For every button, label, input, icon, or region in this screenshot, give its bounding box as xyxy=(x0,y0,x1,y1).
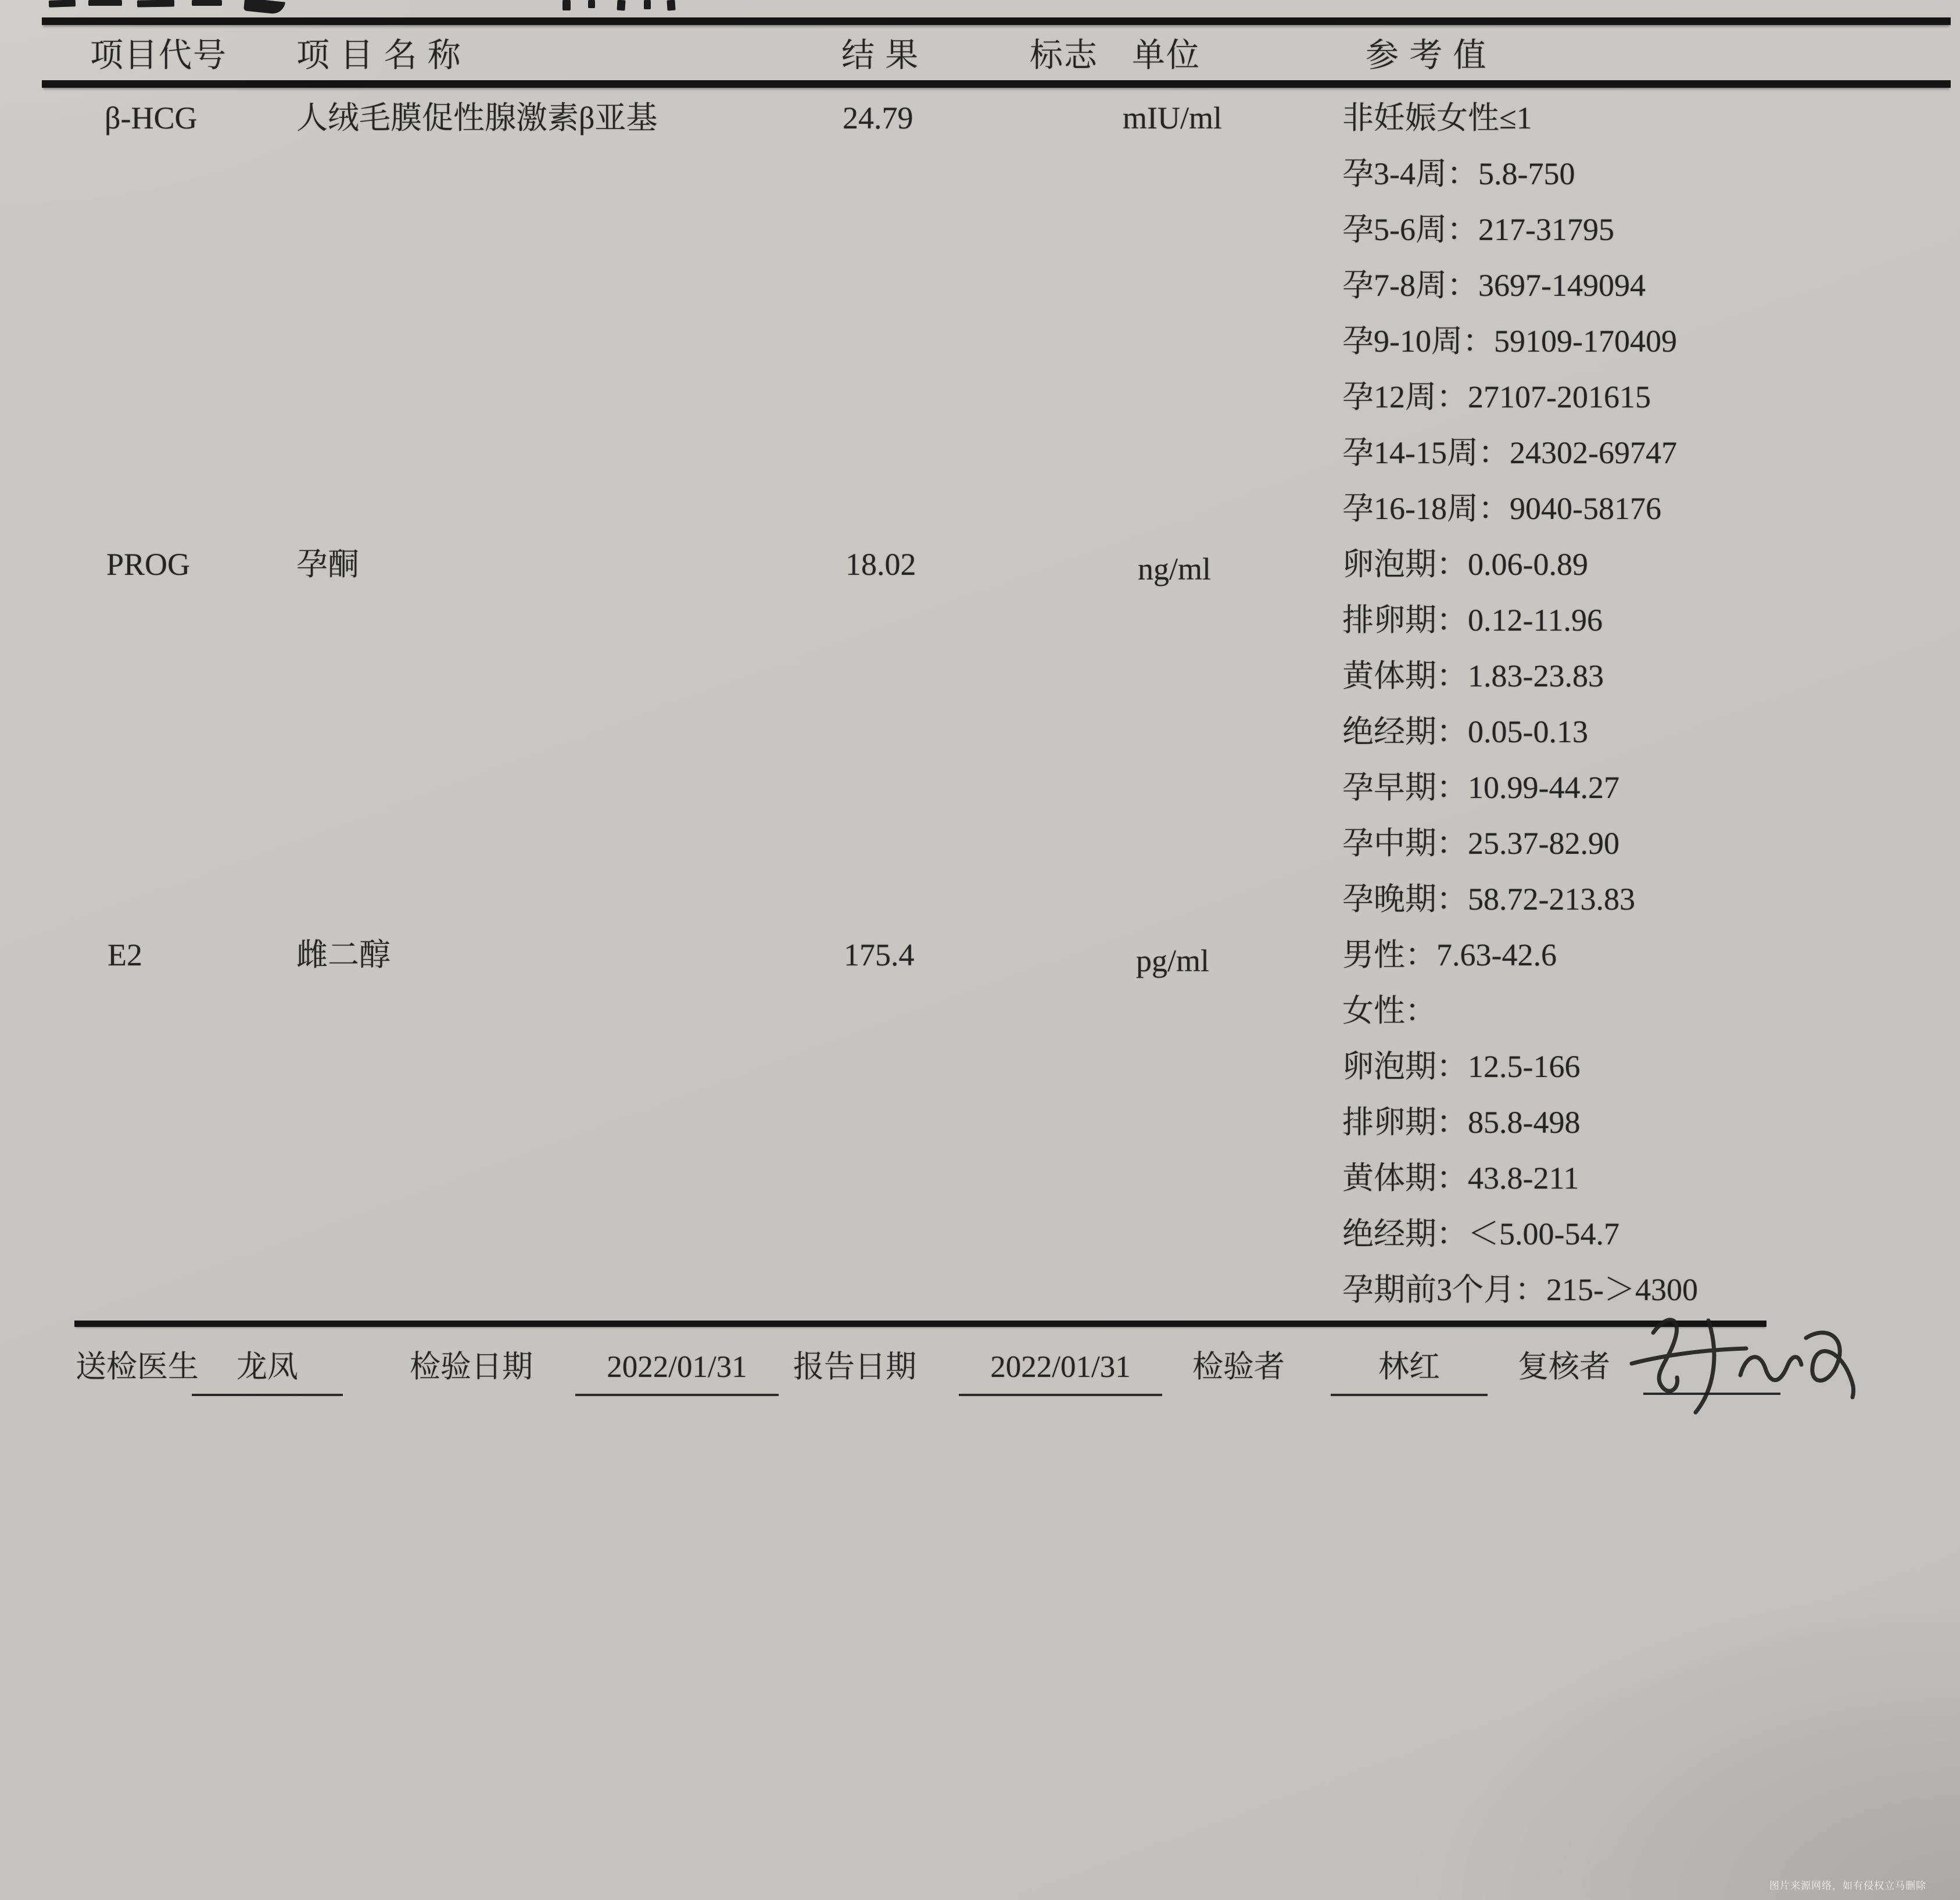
reference-value-line: 孕期前3个月：215-＞4300 xyxy=(1342,1272,1698,1307)
test-date-label: 检验日期 xyxy=(410,1350,533,1384)
reference-value-line: 孕16-18周：9040-58176 xyxy=(1342,491,1661,526)
item-name: 孕酮 xyxy=(296,547,359,582)
table-row xyxy=(0,536,1960,927)
item-result: 24.79 xyxy=(843,101,913,135)
reference-value-line: 孕中期：25.37-82.90 xyxy=(1342,826,1619,861)
reference-value-line: 排卵期：0.12-11.96 xyxy=(1342,603,1603,638)
doctor-label: 送检医生 xyxy=(76,1350,199,1384)
cropped-text-fragment xyxy=(192,0,222,6)
reference-value-line: 非妊娠女性≤1 xyxy=(1342,101,1532,135)
item-unit: pg/ml xyxy=(1136,943,1210,978)
column-header-unit: 单位 xyxy=(1132,37,1201,74)
table-bottom-rule xyxy=(74,1321,1766,1327)
cropped-text-fragment xyxy=(49,0,76,8)
item-result: 175.4 xyxy=(844,938,915,972)
column-header-result: 结 果 xyxy=(841,37,920,74)
reference-value-line: 黄体期：1.83-23.83 xyxy=(1342,659,1604,693)
item-unit: ng/ml xyxy=(1138,552,1212,586)
cropped-text-fragment xyxy=(644,0,651,9)
column-header-flag: 标志 xyxy=(1030,37,1098,74)
item-code: β-HCG xyxy=(105,101,198,135)
reference-value-line: 孕14-15周：24302-69747 xyxy=(1342,435,1677,470)
reference-value-line: 黄体期：43.8-211 xyxy=(1342,1161,1579,1196)
table-top-rule xyxy=(42,17,1951,25)
item-code: PROG xyxy=(106,547,191,582)
item-unit: mIU/ml xyxy=(1123,101,1222,135)
column-header-code: 项目代号 xyxy=(90,37,227,74)
reference-value-line: 绝经期：0.05-0.13 xyxy=(1342,714,1588,749)
reference-value-line: 男性：7.63-42.6 xyxy=(1342,938,1557,972)
reviewer-label: 复核者 xyxy=(1518,1350,1610,1384)
table-row xyxy=(0,90,1960,536)
reference-value-line: 孕5-6周：217-31795 xyxy=(1342,212,1614,247)
reference-value-line: 女性： xyxy=(1342,993,1436,1028)
item-code: E2 xyxy=(108,938,142,972)
column-header-name: 项 目 名 称 xyxy=(296,37,462,74)
reference-value-line: 孕12周：27107-201615 xyxy=(1342,380,1651,414)
reference-value-line: 孕9-10周：59109-170409 xyxy=(1342,324,1677,359)
reference-value-line: 绝经期：＜5.00-54.7 xyxy=(1342,1216,1619,1251)
report-date: 2022/01/31 xyxy=(959,1340,1162,1396)
report-date-label: 报告日期 xyxy=(793,1350,916,1384)
item-name: 人绒毛膜促性腺激素β亚基 xyxy=(296,101,658,135)
test-date: 2022/01/31 xyxy=(575,1340,779,1396)
column-header-ref: 参 考 值 xyxy=(1366,37,1488,74)
cropped-text-fragment xyxy=(88,0,122,6)
reference-value-line: 卵泡期：12.5-166 xyxy=(1342,1049,1581,1084)
reference-value-line: 孕晚期：58.72-213.83 xyxy=(1342,882,1635,917)
reviewer-signature xyxy=(1621,1301,1865,1429)
cropped-text-fragment xyxy=(617,0,625,10)
reference-value-line: 卵泡期：0.06-0.89 xyxy=(1342,547,1588,582)
cropped-text-fragment xyxy=(243,0,285,15)
tester-label: 检验者 xyxy=(1192,1350,1285,1384)
reference-value-line: 孕3-4周：5.8-750 xyxy=(1342,156,1575,191)
item-name: 雌二醇 xyxy=(296,938,390,972)
reference-value-line: 孕7-8周：3697-149094 xyxy=(1342,268,1646,303)
table-row xyxy=(0,927,1960,1318)
cropped-text-fragment xyxy=(667,0,675,10)
cropped-text-fragment xyxy=(562,0,571,10)
item-result: 18.02 xyxy=(845,547,916,582)
watermark-text: 图片来源网络，如有侵权立马删除 xyxy=(1769,1880,1926,1891)
doctor-name: 龙凤 xyxy=(192,1340,343,1396)
reference-value-line: 排卵期：85.8-498 xyxy=(1342,1105,1581,1140)
cropped-text-fragment xyxy=(588,0,595,8)
reference-value-line: 孕早期：10.99-44.27 xyxy=(1342,770,1619,805)
cropped-text-fragment xyxy=(137,0,174,8)
tester-name: 林红 xyxy=(1331,1340,1488,1396)
